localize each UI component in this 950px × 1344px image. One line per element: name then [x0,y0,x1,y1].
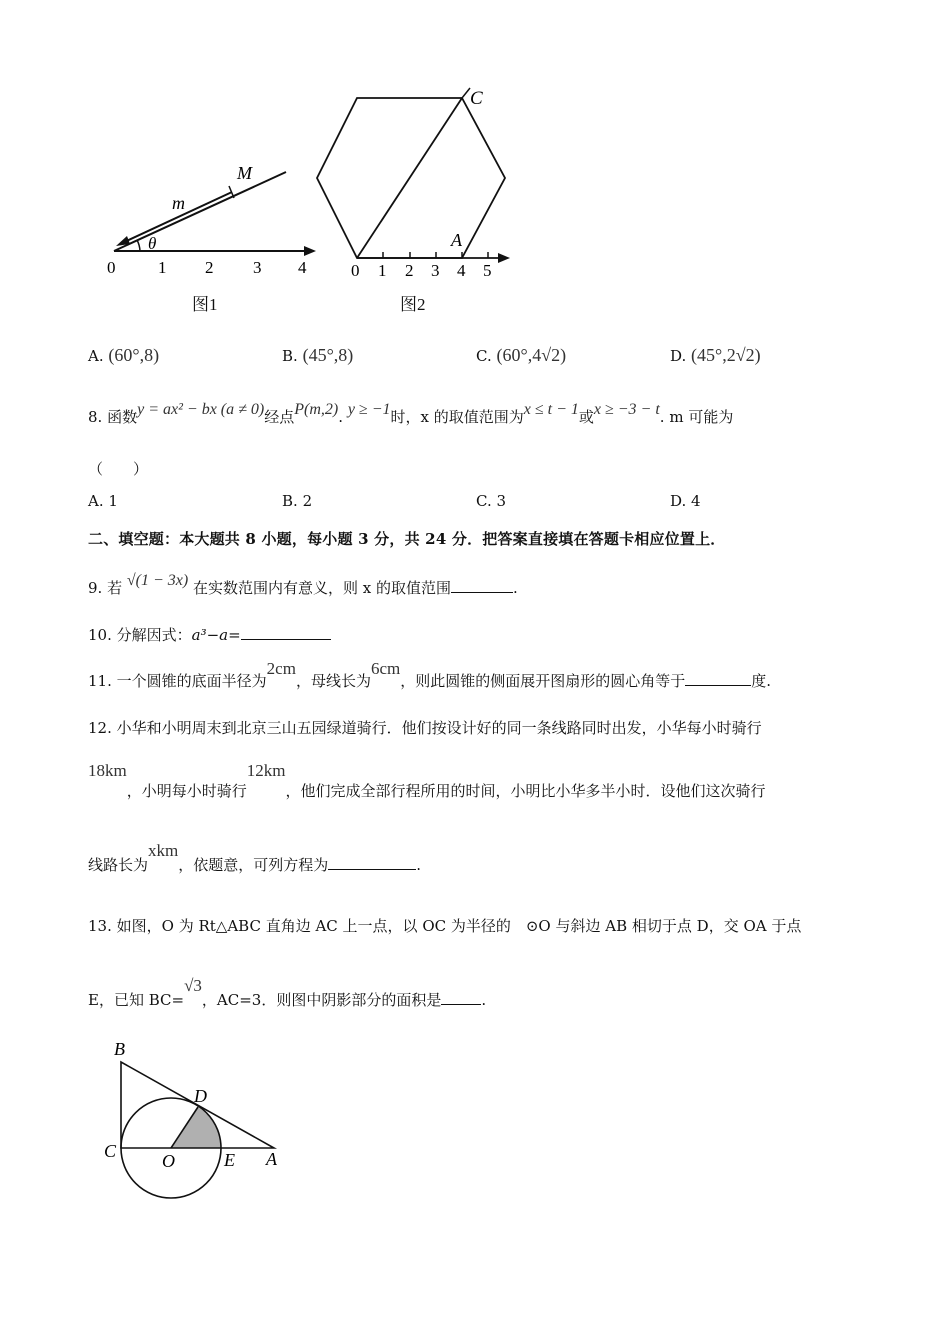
question-12-line-1: 12. 小华和小明周末到北京三山五园绿道骑行．他们按设计好的同一条线路同时出发，小华每小时骑行 [88,719,762,737]
fig1-tick-2: 2 [205,258,214,277]
question-11: 11. 一个圆锥的底面半径为2cm，母线长为6cm，则此圆锥的侧面展开图扇形的圆心角等于 度. [88,659,772,690]
figure-2-caption: 图2 [400,295,426,314]
figure-2 [310,82,520,282]
fig2-tick-3: 3 [431,261,440,280]
q7-option-b: B. (45°,8) [282,345,354,365]
question-13-line-1: 13. 如图，O 为 Rt△ABC 直角边 AC 上一点，以 OC 为半径的 ⊙O 与斜边 AB 相切于点 D，交 OA 于点 [88,917,802,935]
fig3-label-B: B [114,1039,125,1059]
fig2-tick-0: 0 [351,261,360,280]
fig1-tick-1: 1 [158,258,167,277]
q8-option-d: D. 4 [670,492,701,510]
q8-option-c: C. 3 [476,492,507,510]
fig1-tick-3: 3 [253,258,262,277]
fig3-label-A: A [266,1149,277,1169]
q8-option-b: B. 2 [282,492,313,510]
figure-1-caption: 图1 [192,295,218,314]
q8-option-a: A. 1 [88,492,118,510]
fig2-tick-1: 1 [378,261,387,280]
fig1-label-m: m [172,193,185,213]
question-9: 9. 若 √(1 − 3x) 在实数范围内有意义，则 x 的取值范围 . [88,572,518,597]
figure-3 [96,1035,296,1210]
q8-answer-paren: （ ） [88,460,149,478]
fig3-label-C: C [104,1141,117,1161]
q7-option-c: C. (60°,4√2) [476,345,567,365]
fig3-label-D: D [194,1086,207,1106]
q10-answer-blank[interactable] [241,625,331,640]
q13-answer-blank[interactable] [441,990,481,1005]
question-13-line-2: E，已知 BC=√3，AC=3．则图中阴影部分的面积是 . [88,976,487,1009]
q7-option-d: D. (45°,2√2) [670,345,761,365]
fig2-label-C: C [470,88,483,109]
fig1-tick-4: 4 [298,258,307,277]
fig2-tick-4: 4 [457,261,466,280]
fig2-tick-5: 5 [483,261,492,280]
fig2-tick-2: 2 [405,261,414,280]
q11-answer-blank[interactable] [685,671,751,686]
fig1-tick-0: 0 [107,258,116,277]
fig1-label-theta: θ [148,234,157,253]
fig3-label-E: E [224,1150,235,1170]
fig1-label-M: M [237,163,252,183]
fig3-label-O: O [162,1151,175,1171]
q7-option-a: A. (60°,8) [88,345,160,365]
question-8: 8. 函数y = ax² − bx (a ≠ 0)经点P(m,2). y ≥ −1时，x 的取值范围为x ≤ t − 1或x ≥ −3 − t. m 可能为 [88,401,734,426]
question-10: 10. 分解因式：a³−a= [88,624,331,645]
question-12-line-2: 18km，小明每小时骑行12km，他们完成全部行程所用的时间，小明比小华多半小时．设他们这次骑行 [88,761,766,800]
q12-answer-blank[interactable] [328,855,416,870]
section-2-heading: 二、填空题：本大题共 8 小题，每小题 3 分，共 24 分．把答案直接填在答题卡相应位置上． [88,530,726,548]
q9-answer-blank[interactable] [451,578,513,593]
fig2-label-A: A [451,230,462,250]
figure-1 [100,150,330,290]
question-12-line-3: 线路长为xkm，依题意，可列方程为 . [88,841,422,874]
